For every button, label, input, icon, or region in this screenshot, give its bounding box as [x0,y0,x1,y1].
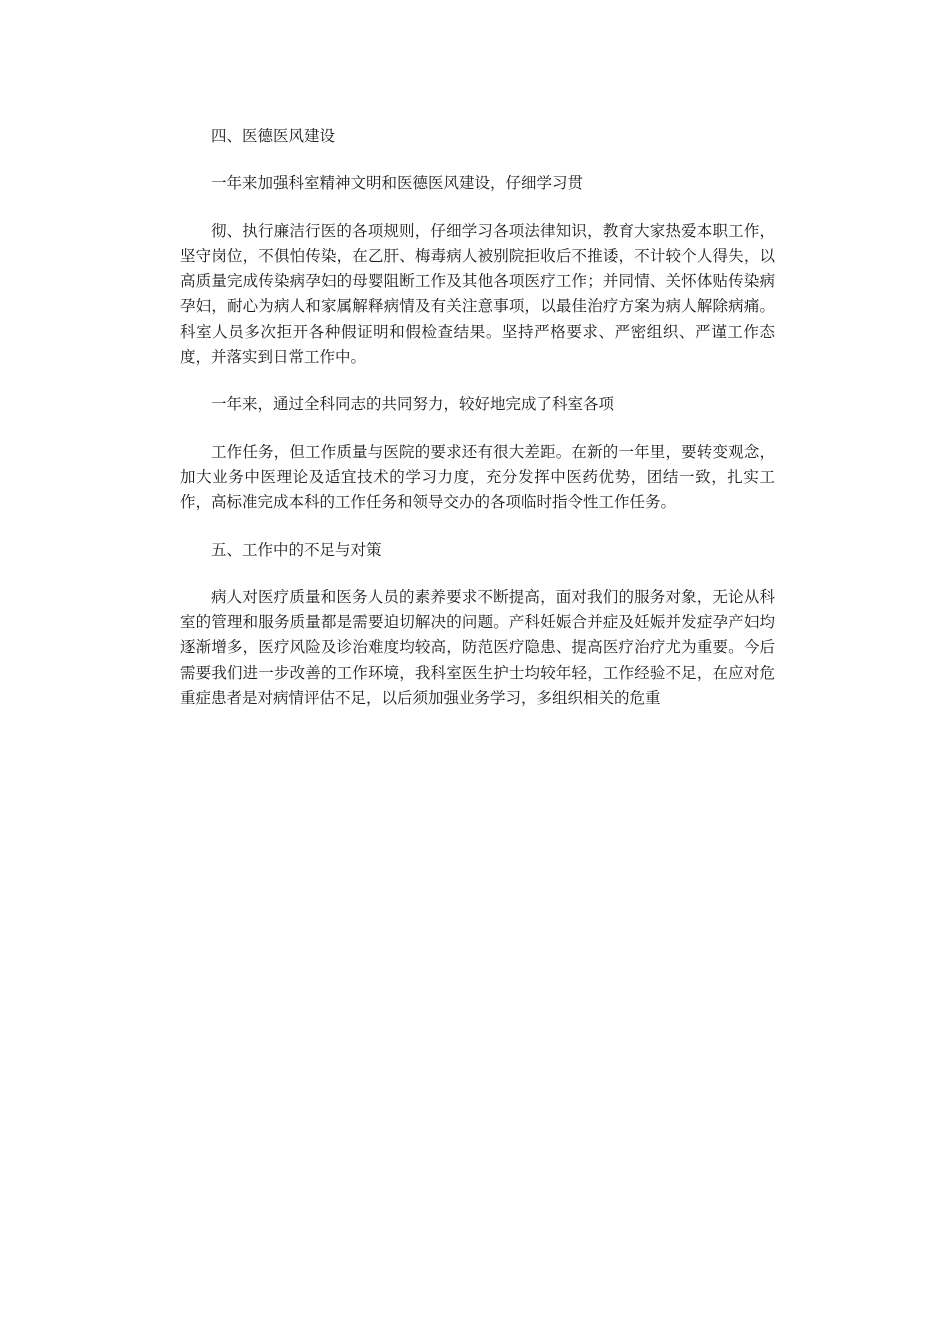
section-heading-medical-ethics: 四、医德医风建设 [211,127,336,145]
document-body [180,124,775,733]
section-heading-shortcomings: 五、工作中的不足与对策 [211,540,382,559]
paragraph-ethics-body: 彻、执行廉洁行医的各项规则，仔细学习各项法律知识，教育大家热爱本职工作，坚守岗位，不俱怕传染，在乙肝、梅毒病人被别院拒收后不推诿，不计较个人得失，以高质量完成传染病孕妇的母婴阻断工作及其他各项医疗工作；并同情、关怀体贴传染病孕妇，耐心为病人和家属解释病情及有关注意事项，以最佳治疗方案为病人解除病痛。科室人员多次拒开各种假证明和假检查结果。坚持严格要求、严密组织、严谨工作态度，并落实到日常工作中。 [180,221,775,367]
paragraph-year-summary-body: 工作任务，但工作质量与医院的要求还有很大差距。在新的一年里，要转变观念，加大业务中医理论及适宜技术的学习力度，充分发挥中医药优势，团结一致，扎实工作，高标准完成本科的工作任务和领导交办的各项临时指令性工作任务。 [180,442,775,512]
paragraph-shortcomings-body: 病人对医疗质量和医务人员的素养要求不断提高，面对我们的服务对象，无论从科室的管理和服务质量都是需要迫切解决的问题。产科妊娠合并症及妊娠并发症孕产妇均逐渐增多，医疗风险及诊治难度均较高，防范医疗隐患、提高医疗治疗尤为重要。今后需要我们进一步改善的工作环境，我科室医生护士均较年轻，工作经验不足，在应对危重症患者是对病情评估不足，以后须加强业务学习，多组织相关的危重 [180,587,775,708]
paragraph-year-summary-intro: 一年来，通过全科同志的共同努力，较好地完成了科室各项 [211,395,615,414]
paragraph-ethics-intro: 一年来加强科室精神文明和医德医风建设，仔细学习贯 [211,174,584,193]
